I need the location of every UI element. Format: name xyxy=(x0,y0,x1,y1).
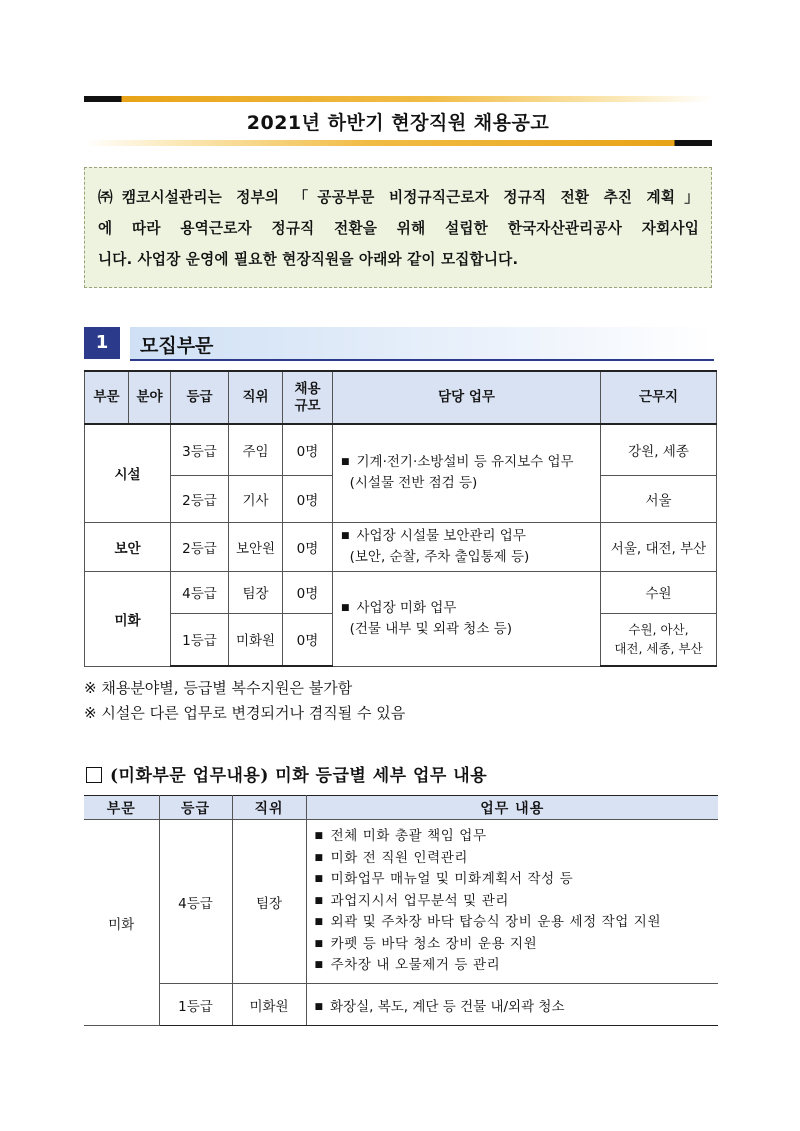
location-line-2: 대전, 세종, 부산 xyxy=(614,641,703,657)
header-count xyxy=(283,371,333,424)
header-location: 근무지 xyxy=(601,371,717,424)
duty-cell xyxy=(333,571,601,666)
position-cell: 미화원 xyxy=(232,984,306,1026)
duty-list xyxy=(315,820,719,983)
duty-detail-table xyxy=(84,795,718,1026)
note-2: ※ 시설은 다른 업무로 변경되거나 겸직될 수 있음 xyxy=(84,704,406,722)
bullet-icon: ■ xyxy=(341,457,350,468)
subsection-title-text: (미화부문 업무내용) 미화 등급별 세부 업무 내용 xyxy=(110,766,488,786)
grade-cell: 1등급 xyxy=(159,984,232,1026)
bullet-icon: ■ xyxy=(314,852,324,863)
intro-line-1: ㈜캠코시설관리는 정부의 「공공부문 비정규직근로자 정규직 전환 추진 계획」 xyxy=(98,189,699,206)
duty-text: 사업장 시설물 보안관리 업무 xyxy=(356,527,526,544)
list-item-text: 주차장 내 오물제거 등 관리 xyxy=(330,957,501,974)
duty-text: 사업장 미화 업무 xyxy=(356,599,457,616)
list-item xyxy=(315,826,719,848)
recruitment-table xyxy=(84,370,717,667)
bullet-icon: ■ xyxy=(341,530,350,541)
page-title: 2021년 하반기 현장직원 채용공고 xyxy=(246,112,550,134)
position-cell: 기사 xyxy=(229,475,283,522)
table-row xyxy=(85,424,717,475)
header-dept: 부문 xyxy=(84,796,159,820)
dept-cell: 시설 xyxy=(85,424,171,522)
section-number: 1 xyxy=(84,327,120,359)
header-grade: 등급 xyxy=(171,371,229,424)
count-cell: 0명 xyxy=(283,424,333,475)
list-item-text: 미화업무 매뉴얼 및 미화계획서 작성 등 xyxy=(330,871,574,888)
intro-box xyxy=(84,167,712,288)
grade-cell: 3등급 xyxy=(171,424,229,475)
list-item-text: 미화 전 직원 인력관리 xyxy=(330,849,469,866)
header-duty: 담당 업무 xyxy=(333,371,601,424)
subsection-title xyxy=(86,761,487,786)
list-item xyxy=(315,934,719,956)
duty-detail: (건물 내부 및 외곽 청소 등) xyxy=(349,620,512,637)
bullet-icon: ■ xyxy=(341,602,350,613)
count-cell: 0명 xyxy=(283,522,333,571)
title-top-bar xyxy=(84,96,712,102)
list-item xyxy=(315,955,719,977)
header-count-line1: 채용 xyxy=(294,380,321,397)
intro-line-2: 에 따라 용역근로자 정규직 전환을 위해 설립한 한국자산관리공사 자회사입 xyxy=(98,220,699,237)
location-cell: 서울, 대전, 부산 xyxy=(601,522,717,571)
list-item-text: 외곽 및 주차장 바닥 탑승식 장비 운용 세정 작업 지원 xyxy=(330,914,662,931)
grade-cell: 2등급 xyxy=(171,475,229,522)
dept-cell: 미화 xyxy=(84,820,159,1026)
position-cell: 미화원 xyxy=(229,613,283,666)
position-cell: 팀장 xyxy=(232,820,306,984)
section-title: 모집부문 xyxy=(140,335,214,357)
checkbox-icon xyxy=(86,767,102,783)
header-content: 업무 내용 xyxy=(306,796,718,820)
position-cell: 보안원 xyxy=(229,522,283,571)
dept-cell: 미화 xyxy=(85,571,171,666)
table-header-row xyxy=(85,371,717,424)
duty-cell xyxy=(333,424,601,522)
table-header-row xyxy=(84,796,718,820)
note-1: ※ 채용분야별, 등급별 복수지원은 불가함 xyxy=(84,679,353,697)
count-cell: 0명 xyxy=(283,613,333,666)
intro-line-3: 니다. 사업장 운영에 필요한 현장직원을 아래와 같이 모집합니다. xyxy=(98,251,519,268)
bullet-icon: ■ xyxy=(314,895,324,906)
header-position: 직위 xyxy=(232,796,306,820)
header-field: 분야 xyxy=(129,371,171,424)
header-position: 직위 xyxy=(229,371,283,424)
header-dept: 부문 xyxy=(85,371,129,424)
grade-cell: 1등급 xyxy=(171,613,229,666)
section-heading xyxy=(84,327,714,361)
content-cell xyxy=(306,984,718,1026)
bullet-icon: ■ xyxy=(314,917,324,928)
list-item xyxy=(315,912,719,934)
location-cell xyxy=(601,613,717,666)
content-text: 화장실, 복도, 계단 등 건물 내/외곽 청소 xyxy=(330,998,565,1015)
header-grade: 등급 xyxy=(159,796,232,820)
bullet-icon: ■ xyxy=(314,960,324,971)
grade-cell: 4등급 xyxy=(159,820,232,984)
location-cell: 강원, 세종 xyxy=(601,424,717,475)
section-heading-bg xyxy=(130,327,714,359)
list-item-text: 카펫 등 바닥 청소 장비 운용 지원 xyxy=(330,935,538,952)
location-line-1: 수원, 아산, xyxy=(628,622,689,638)
position-cell: 팀장 xyxy=(229,571,283,613)
grade-cell: 2등급 xyxy=(171,522,229,571)
table-row xyxy=(84,820,718,984)
table-row xyxy=(85,571,717,613)
position-cell: 주임 xyxy=(229,424,283,475)
list-item xyxy=(315,848,719,870)
dept-cell: 보안 xyxy=(85,522,171,571)
bullet-icon: ■ xyxy=(314,1001,324,1012)
content-cell xyxy=(306,820,718,984)
location-cell: 서울 xyxy=(601,475,717,522)
duty-text: 기계·전기·소방설비 등 유지보수 업무 xyxy=(356,454,574,471)
title-band xyxy=(84,96,712,146)
table-row xyxy=(85,522,717,571)
section-underline xyxy=(130,359,714,361)
title-bottom-bar xyxy=(84,140,712,146)
bullet-icon: ■ xyxy=(314,831,324,842)
header-count-line2: 규모 xyxy=(294,397,321,414)
duty-cell xyxy=(333,522,601,571)
duty-detail: (보안, 순찰, 주차 출입통제 등) xyxy=(349,548,530,565)
list-item-text: 과업지시서 업무분석 및 관리 xyxy=(330,892,509,909)
count-cell: 0명 xyxy=(283,475,333,522)
notes xyxy=(84,676,405,726)
count-cell: 0명 xyxy=(283,571,333,613)
list-item xyxy=(315,869,719,891)
bullet-icon: ■ xyxy=(314,874,324,885)
duty-detail: (시설물 전반 점검 등) xyxy=(349,475,478,492)
table-row xyxy=(84,984,718,1026)
list-item xyxy=(315,891,719,913)
location-cell: 수원 xyxy=(601,571,717,613)
bullet-icon: ■ xyxy=(314,938,324,949)
list-item-text: 전체 미화 총괄 책임 업무 xyxy=(330,828,487,845)
grade-cell: 4등급 xyxy=(171,571,229,613)
